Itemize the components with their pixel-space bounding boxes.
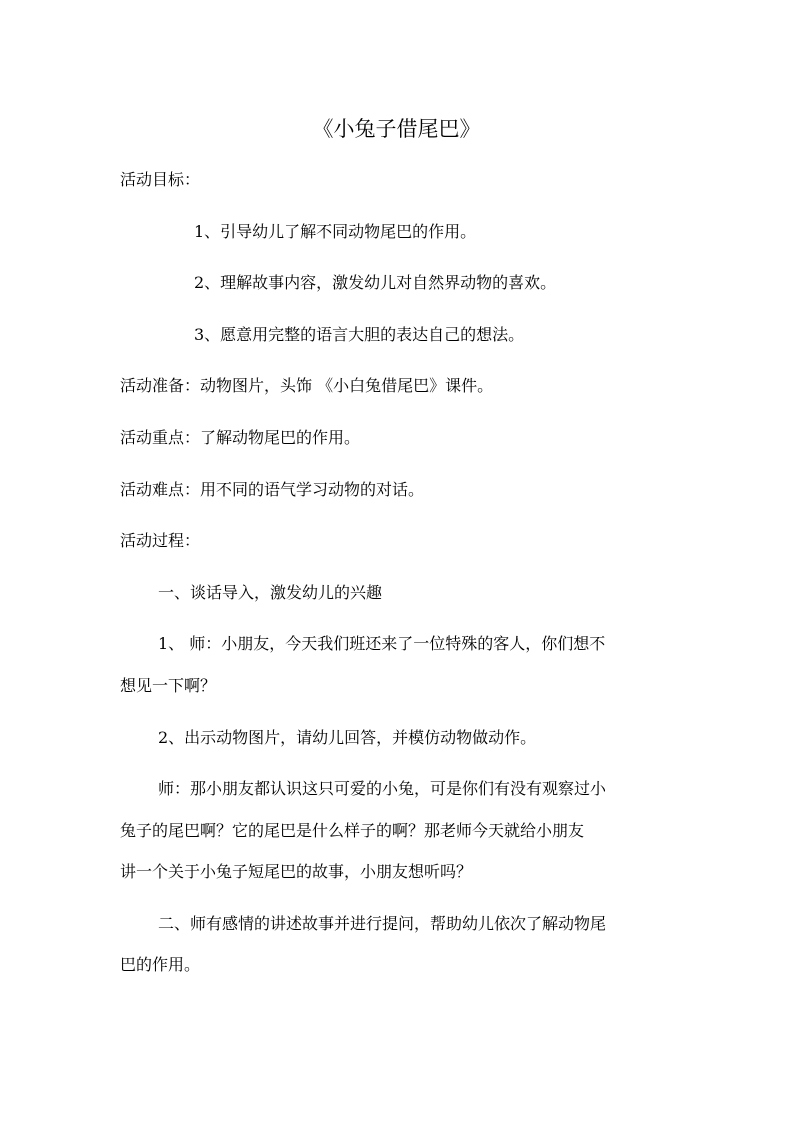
process-paragraph-line: 1、 师：小朋友，今天我们班还来了一位特殊的客人，你们想不	[158, 634, 606, 653]
goal-item-1: 1、引导幼儿了解不同动物尾巴的作用。	[194, 222, 477, 241]
process-paragraph-line: 2、出示动物图片，请幼儿回答，并模仿动物做动作。	[158, 728, 537, 747]
process-step-1-heading: 一、谈话导入，激发幼儿的兴趣	[158, 583, 383, 602]
difficulty-paragraph: 活动难点：用不同的语气学习动物的对话。	[120, 480, 425, 499]
key-point-paragraph: 活动重点：了解动物尾巴的作用。	[120, 428, 361, 447]
goal-item-3: 3、愿意用完整的语言大胆的表达自己的想法。	[194, 325, 525, 344]
section-heading-goals: 活动目标：	[120, 170, 201, 189]
process-paragraph-line: 讲一个关于小兔子短尾巴的故事，小朋友想听吗？	[120, 862, 473, 881]
process-paragraph-line: 巴的作用。	[120, 955, 201, 974]
section-heading-process: 活动过程：	[120, 531, 201, 550]
process-paragraph-line: 师：那小朋友都认识这只可爱的小兔，可是你们有没有观察过小	[158, 779, 607, 798]
process-paragraph-line: 兔子的尾巴啊？它的尾巴是什么样子的啊？那老师今天就给小朋友	[120, 821, 585, 840]
document-title: 《小兔子借尾巴》	[312, 117, 481, 141]
preparation-paragraph: 活动准备：动物图片，头饰 《小白兔借尾巴》课件。	[120, 376, 494, 395]
process-step-2-heading: 二、师有感情的讲述故事并进行提问，帮助幼儿依次了解动物尾	[158, 914, 607, 933]
goal-item-2: 2、理解故事内容，激发幼儿对自然界动物的喜欢。	[194, 273, 557, 292]
process-paragraph-line: 想见一下啊？	[120, 676, 217, 695]
